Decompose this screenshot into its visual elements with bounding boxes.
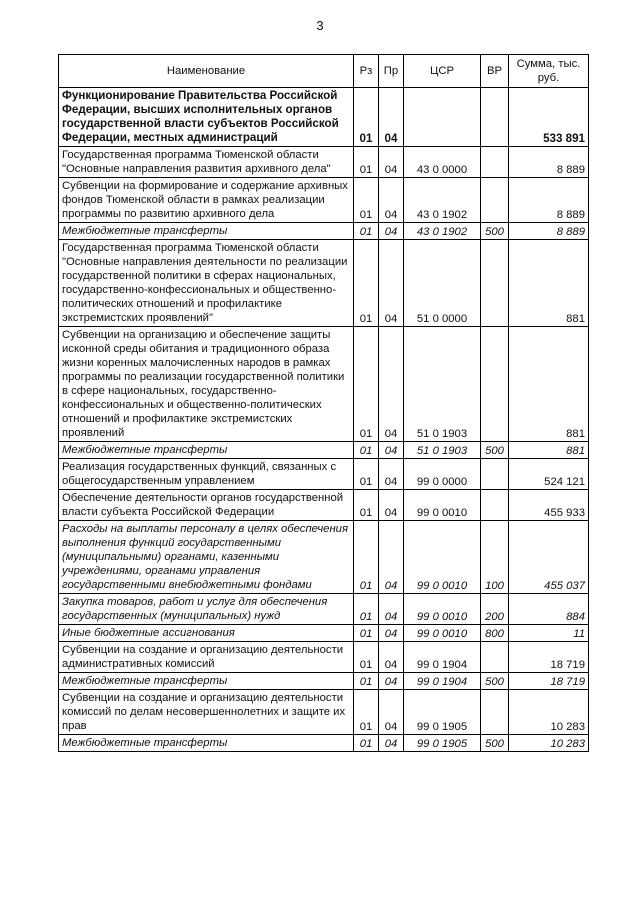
cell-csr: 43 0 1902 [404,223,481,240]
cell-pr: 04 [379,673,404,690]
column-header-name: Наименование [59,55,354,88]
cell-pr: 04 [379,240,404,327]
cell-name: Иные бюджетные ассигнования [59,625,354,642]
cell-rz: 01 [354,147,379,178]
cell-rz: 01 [354,459,379,490]
cell-sum: 18 719 [509,673,589,690]
cell-sum: 881 [509,442,589,459]
table-row [59,223,589,240]
cell-sum: 881 [509,240,589,327]
cell-vr [481,490,509,521]
cell-rz: 01 [354,521,379,594]
cell-rz: 01 [354,642,379,673]
cell-csr: 99 0 0010 [404,521,481,594]
cell-vr [481,88,509,147]
cell-pr: 04 [379,594,404,625]
cell-pr: 04 [379,690,404,735]
cell-rz: 01 [354,223,379,240]
cell-csr: 99 0 0000 [404,459,481,490]
cell-pr: 04 [379,642,404,673]
cell-rz: 01 [354,88,379,147]
cell-sum: 10 283 [509,690,589,735]
cell-rz: 01 [354,490,379,521]
cell-vr [481,642,509,673]
cell-pr: 04 [379,490,404,521]
cell-sum: 455 933 [509,490,589,521]
cell-vr [481,690,509,735]
cell-rz: 01 [354,673,379,690]
table-row [59,490,589,521]
cell-pr: 04 [379,223,404,240]
cell-sum: 8 889 [509,178,589,223]
table-row [59,642,589,673]
table-row [59,673,589,690]
cell-csr [404,88,481,147]
cell-vr [481,459,509,490]
cell-rz: 01 [354,625,379,642]
cell-sum: 10 283 [509,735,589,752]
cell-sum: 533 891 [509,88,589,147]
cell-rz: 01 [354,594,379,625]
cell-vr [481,327,509,442]
table-row [59,459,589,490]
cell-sum: 18 719 [509,642,589,673]
table-row [59,88,589,147]
cell-vr [481,147,509,178]
cell-pr: 04 [379,147,404,178]
cell-pr: 04 [379,442,404,459]
cell-pr: 04 [379,521,404,594]
cell-name: Закупка товаров, работ и услуг для обеспечения государственных (муниципальных) нужд [59,594,354,625]
cell-name: Субвенции на создание и организацию деятельности комиссий по делам несовершеннолетних и защите их прав [59,690,354,735]
cell-name: Реализация государственных функций, связанных с общегосударственным управлением [59,459,354,490]
column-header-sum: Сумма, тыс. руб. [509,55,589,88]
cell-sum: 524 121 [509,459,589,490]
cell-name: Функционирование Правительства Российской Федерации, высших исполнительных органов государственной власти субъектов Российской Федерации, местных администраций [59,88,354,147]
cell-rz: 01 [354,178,379,223]
page-number: 3 [316,18,324,33]
table-row [59,147,589,178]
cell-vr: 100 [481,521,509,594]
cell-name: Межбюджетные трансферты [59,735,354,752]
table-row [59,178,589,223]
cell-name: Межбюджетные трансферты [59,673,354,690]
cell-pr: 04 [379,625,404,642]
cell-csr: 99 0 1904 [404,642,481,673]
column-header-vr: ВР [481,55,509,88]
cell-vr: 800 [481,625,509,642]
cell-csr: 99 0 1905 [404,690,481,735]
table-row [59,327,589,442]
cell-csr: 99 0 0010 [404,490,481,521]
cell-rz: 01 [354,735,379,752]
table-header-row [59,55,589,88]
budget-table [58,54,589,752]
table-row [59,690,589,735]
cell-rz: 01 [354,442,379,459]
cell-csr: 99 0 0010 [404,594,481,625]
cell-name: Межбюджетные трансферты [59,442,354,459]
cell-vr: 500 [481,223,509,240]
cell-sum: 8 889 [509,147,589,178]
cell-name: Государственная программа Тюменской области "Основные направления деятельности по реализации государственной политики в сферах национальных, государственно-конфессиональных и общественно-политических отношений и профилактике экстремистских проявлений" [59,240,354,327]
cell-name: Субвенции на формирование и содержание архивных фондов Тюменской области в рамках реализации программы по развитию архивного дела [59,178,354,223]
cell-pr: 04 [379,178,404,223]
cell-pr: 04 [379,459,404,490]
cell-vr: 500 [481,735,509,752]
table-row [59,594,589,625]
cell-rz: 01 [354,240,379,327]
cell-sum: 881 [509,327,589,442]
cell-vr: 500 [481,673,509,690]
cell-name: Субвенции на организацию и обеспечение защиты исконной среды обитания и традиционного образа жизни коренных малочисленных народов в рамках программы по реализации государственной политики в сфере национальных, государственно-конфессиональных и общественно-политических отношений и профилактике экстремистских проявлений [59,327,354,442]
cell-name: Обеспечение деятельности органов государственной власти субъекта Российской Федерации [59,490,354,521]
column-header-csr: ЦСР [404,55,481,88]
cell-vr: 500 [481,442,509,459]
cell-rz: 01 [354,327,379,442]
cell-csr: 99 0 0010 [404,625,481,642]
table-row [59,735,589,752]
column-header-pr: Пр [379,55,404,88]
cell-pr: 04 [379,735,404,752]
cell-name: Государственная программа Тюменской области "Основные направления развития архивного дела" [59,147,354,178]
cell-csr: 51 0 1903 [404,442,481,459]
cell-csr: 51 0 1903 [404,327,481,442]
cell-pr: 04 [379,88,404,147]
table-row [59,521,589,594]
cell-csr: 99 0 1905 [404,735,481,752]
cell-vr [481,240,509,327]
cell-rz: 01 [354,690,379,735]
cell-sum: 8 889 [509,223,589,240]
cell-name: Расходы на выплаты персоналу в целях обеспечения выполнения функций государственными (муниципальными) органами, казенными учреждениями, органами управления государственными внебюджетными фондами [59,521,354,594]
cell-pr: 04 [379,327,404,442]
cell-name: Субвенции на создание и организацию деятельности административных комиссий [59,642,354,673]
cell-sum: 455 037 [509,521,589,594]
table-row [59,625,589,642]
table-row [59,442,589,459]
cell-vr [481,178,509,223]
cell-name: Межбюджетные трансферты [59,223,354,240]
cell-sum: 884 [509,594,589,625]
cell-sum: 11 [509,625,589,642]
cell-csr: 43 0 1902 [404,178,481,223]
column-header-rz: Рз [354,55,379,88]
table-row [59,240,589,327]
cell-csr: 99 0 1904 [404,673,481,690]
cell-vr: 200 [481,594,509,625]
cell-csr: 43 0 0000 [404,147,481,178]
cell-csr: 51 0 0000 [404,240,481,327]
